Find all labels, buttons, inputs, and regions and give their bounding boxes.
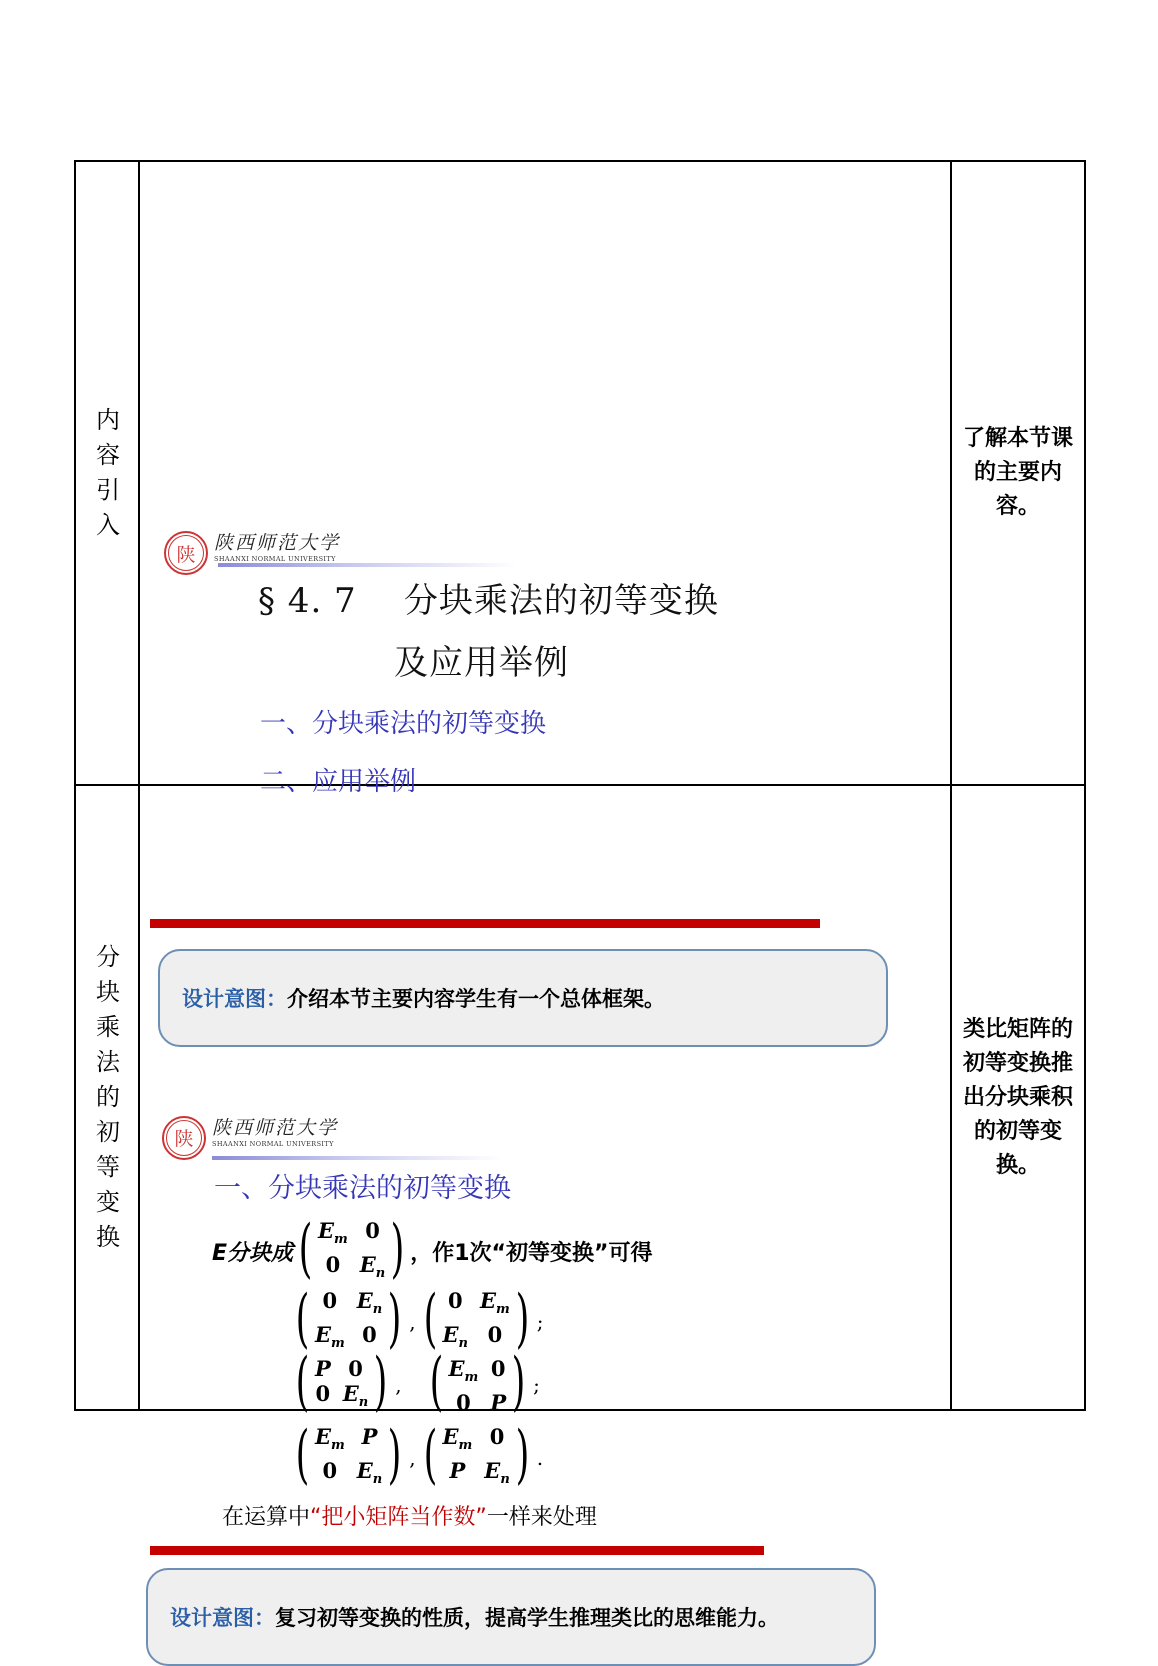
- matrix-em-0-0-p: ( $E_m$ 0 0 P ): [429, 1345, 526, 1420]
- teaching-note: 类比矩阵的初等变换推出分块乘积的初等变换。: [962, 1016, 1073, 1178]
- slide-cell: [139, 785, 951, 1630]
- table-row: [75, 785, 1085, 1410]
- matrix-em-0-0-en: ( $E_m$ 0 0 $E_n$ ): [298, 1211, 405, 1286]
- note-cell: [951, 785, 1085, 1410]
- logo-underline: [218, 563, 518, 567]
- teaching-note: 了解本节课的主要内容。: [962, 426, 1073, 519]
- section-title: 一、分块乘法的初等变换: [214, 1172, 511, 1204]
- red-divider: [150, 1546, 764, 1555]
- summary-highlight: “把小矩阵当作数”: [310, 1504, 487, 1530]
- outline-item-2: 二、应用举例: [260, 767, 417, 797]
- slide-title-line1: § 4. 7 分块乘法的初等变换: [258, 581, 719, 621]
- row-label-cell: [75, 785, 139, 1410]
- logo-cn-text: 陕西师范大学: [214, 532, 341, 554]
- matrix-p-0-0-en: ( P 0 0 $E_n$ ): [295, 1345, 388, 1420]
- design-intent-box: [158, 949, 888, 1047]
- math-line-2: ( 0 $E_n$ $E_m$ 0 ) , ( 0 $E_m$ $E_n$ 0 ) ;: [290, 1288, 545, 1356]
- row-label: 分块乘法的初等变换: [96, 943, 120, 1251]
- seal-icon: 陕: [162, 1116, 206, 1160]
- summary-suffix: 一样来处理: [486, 1504, 597, 1530]
- seal-icon: 陕: [164, 531, 208, 575]
- math-line-intro: [212, 1211, 653, 1286]
- design-intent-text: 复习初等变换的性质，提高学生推理类比的思维能力。: [275, 1605, 779, 1630]
- slide-title-line2: 及应用举例: [394, 643, 569, 683]
- table-row: [75, 161, 1085, 785]
- summary-line: [222, 1500, 597, 1531]
- math-line-4: ( $E_m$ P 0 $E_n$ ) , ( $E_m$ 0 P $E_n$ ) .: [290, 1424, 545, 1492]
- red-divider: [150, 919, 820, 928]
- logo-cn-text: 陕西师范大学: [212, 1116, 339, 1139]
- intro-suffix: ，作1次“初等变换”可得: [410, 1241, 653, 1267]
- university-logo: [162, 1116, 338, 1160]
- design-intent-label: 设计意图：: [182, 987, 287, 1011]
- logo-en-text: SHAANXI NORMAL UNIVERSITY: [212, 1139, 334, 1148]
- math-line-3: ( P 0 0 $E_n$ ) , ( $E_m$ 0 0 P ) ;: [290, 1356, 542, 1415]
- row-label-cell: [75, 161, 139, 785]
- row-label: 内容引入: [96, 406, 120, 539]
- logo-en-text: SHAANXI NORMAL UNIVERSITY: [214, 555, 336, 563]
- lesson-table: [74, 160, 1086, 1630]
- slide-cell: [139, 161, 951, 1011]
- design-intent-text: 介绍本节主要内容学生有一个总体框架。: [287, 987, 665, 1011]
- matrix-0-em-en-0: ( 0 $E_m$ $E_n$ 0 ): [423, 1281, 530, 1356]
- outline-item-1: 一、分块乘法的初等变换: [260, 709, 547, 739]
- matrix-em-0-p-en: ( $E_m$ 0 P $E_n$ ): [423, 1417, 530, 1492]
- design-intent-label: 设计意图：: [170, 1605, 275, 1630]
- intro-prefix: E分块成: [212, 1241, 294, 1267]
- matrix-em-p-0-en: ( $E_m$ P 0 $E_n$ ): [295, 1417, 402, 1492]
- university-logo: [164, 531, 340, 575]
- logo-underline: [212, 1156, 502, 1160]
- summary-prefix: 在运算中: [222, 1504, 311, 1530]
- matrix-0-en-em-0: ( 0 $E_n$ $E_m$ 0 ): [295, 1281, 402, 1356]
- design-intent-box: [146, 1568, 876, 1666]
- note-cell: [951, 161, 1085, 785]
